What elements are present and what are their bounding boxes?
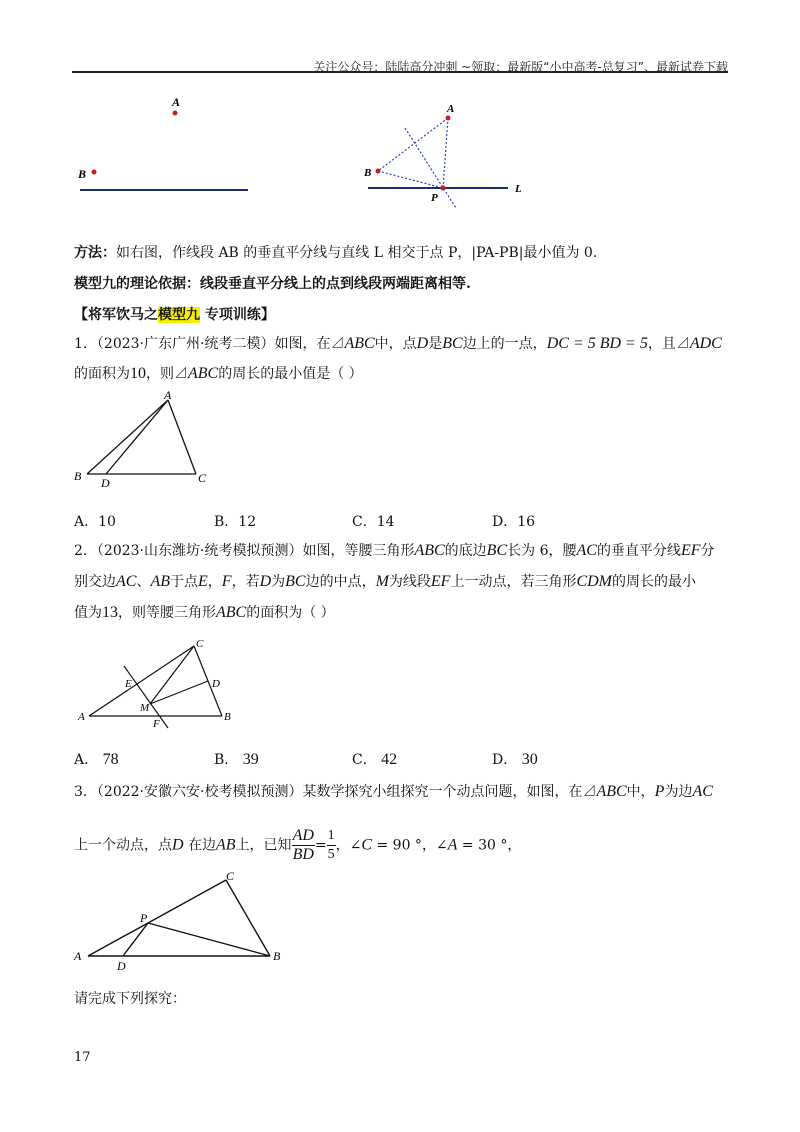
label-c: C — [198, 471, 207, 485]
figure-perpendicular-bisector — [358, 100, 538, 210]
point-a — [173, 111, 178, 116]
q2-figure — [70, 634, 240, 734]
label-l: L — [515, 183, 522, 195]
label-a: A — [78, 711, 85, 723]
fraction-ad-bd: $\frac{AD}{BD}$ — [292, 827, 314, 863]
label-f: F — [153, 718, 160, 730]
method-label: 方法： — [74, 245, 116, 261]
label-a: A — [164, 388, 172, 402]
q1-figure — [70, 388, 220, 493]
method-paragraph — [74, 242, 597, 262]
q1-option-d[interactable]: D．16 — [492, 514, 536, 530]
page-number: 17 — [74, 1050, 91, 1065]
segment-pb — [378, 171, 443, 188]
label-e: E — [125, 678, 132, 690]
label-b: B — [273, 949, 281, 963]
label-b: B — [74, 469, 82, 483]
label-d: D — [101, 476, 110, 490]
point-b — [376, 169, 381, 174]
label-b: B — [224, 711, 231, 723]
point-p — [441, 186, 446, 191]
q1-line2: 的面积为10，则⊿ABC的周长的最小值是（ ） — [74, 365, 363, 382]
highlighted-term: 模型九 — [158, 307, 200, 323]
method-text: 如右图，作线段 AB 的垂直平分线与直线 L 相交于点 P，|PA-PB|最小值为 0. — [116, 245, 598, 261]
section-title: 【将军饮马之模型九 专项训练】 — [74, 307, 275, 323]
q2-option-c[interactable]: C． 42 — [352, 751, 398, 768]
label-p: P — [140, 911, 148, 925]
q3-line1: 3．（2022·安徽六安·校考模拟预测）某数学探究小组探究一个动点问题，如图，在⊿ABC中，P为边AC — [74, 783, 713, 800]
q3-closing: 请完成下列探究： — [74, 991, 186, 1007]
theory-paragraph: 模型九的理论依据：线段垂直平分线上的点到线段两端距离相等. — [74, 276, 471, 292]
label-a: A — [172, 95, 181, 109]
q3-line2: 上一个动点，点D 在边AB上，已知 $\frac{AD}{BD}$ = $\frac{1}{5}$ ，∠C = 90 °，∠A = 30 °， — [74, 827, 522, 863]
segment-ab — [378, 118, 448, 171]
q1-option-a[interactable]: A．10 — [74, 514, 116, 530]
label-b: B — [364, 167, 372, 179]
label-d: D — [117, 959, 126, 973]
point-b — [92, 170, 97, 175]
q2-option-b[interactable]: B． 39 — [214, 751, 259, 768]
label-m: M — [140, 702, 150, 714]
label-d: D — [212, 678, 220, 690]
q1-line1: 1．（2023·广东广州·统考二模）如图，在⊿ABC中，点D是BC边上的一点，DC = 5 BD = 5，且⊿ADC — [74, 335, 722, 352]
segment-pa — [443, 118, 448, 188]
q3-figure — [70, 866, 295, 976]
fraction-1-5: $\frac{1}{5}$ — [327, 828, 335, 862]
q2-option-a[interactable]: A． 78 — [74, 751, 119, 768]
label-b: B — [78, 167, 87, 181]
page-header: 关注公众号：陆陆高分冲刺 ~领取：最新版“小中高考-总复习”、最新试卷下载 — [313, 60, 728, 74]
figure-points-and-line — [70, 92, 260, 202]
label-a: A — [447, 103, 455, 115]
q2-option-d[interactable]: D． 30 — [492, 751, 538, 768]
point-a — [446, 116, 451, 121]
q2-line1: 2．（2023·山东潍坊·统考模拟预测）如图，等腰三角形ABC的底边BC长为 6，腰AC的垂直平分线EF分 — [74, 542, 715, 559]
q2-line2: 别交边AC、AB于点E，F，若D为BC边的中点，M为线段EF上一动点，若三角形CDM的周长的最小 — [74, 573, 697, 590]
label-c: C — [196, 638, 204, 650]
q1-option-b[interactable]: B．12 — [214, 514, 257, 530]
q1-option-c[interactable]: C．14 — [352, 514, 395, 530]
q2-line3: 值为13，则等腰三角形ABC的面积为（ ） — [74, 604, 335, 621]
label-c: C — [226, 869, 235, 883]
header-divider — [72, 71, 728, 73]
label-a: A — [74, 949, 82, 963]
label-p: P — [431, 192, 438, 204]
